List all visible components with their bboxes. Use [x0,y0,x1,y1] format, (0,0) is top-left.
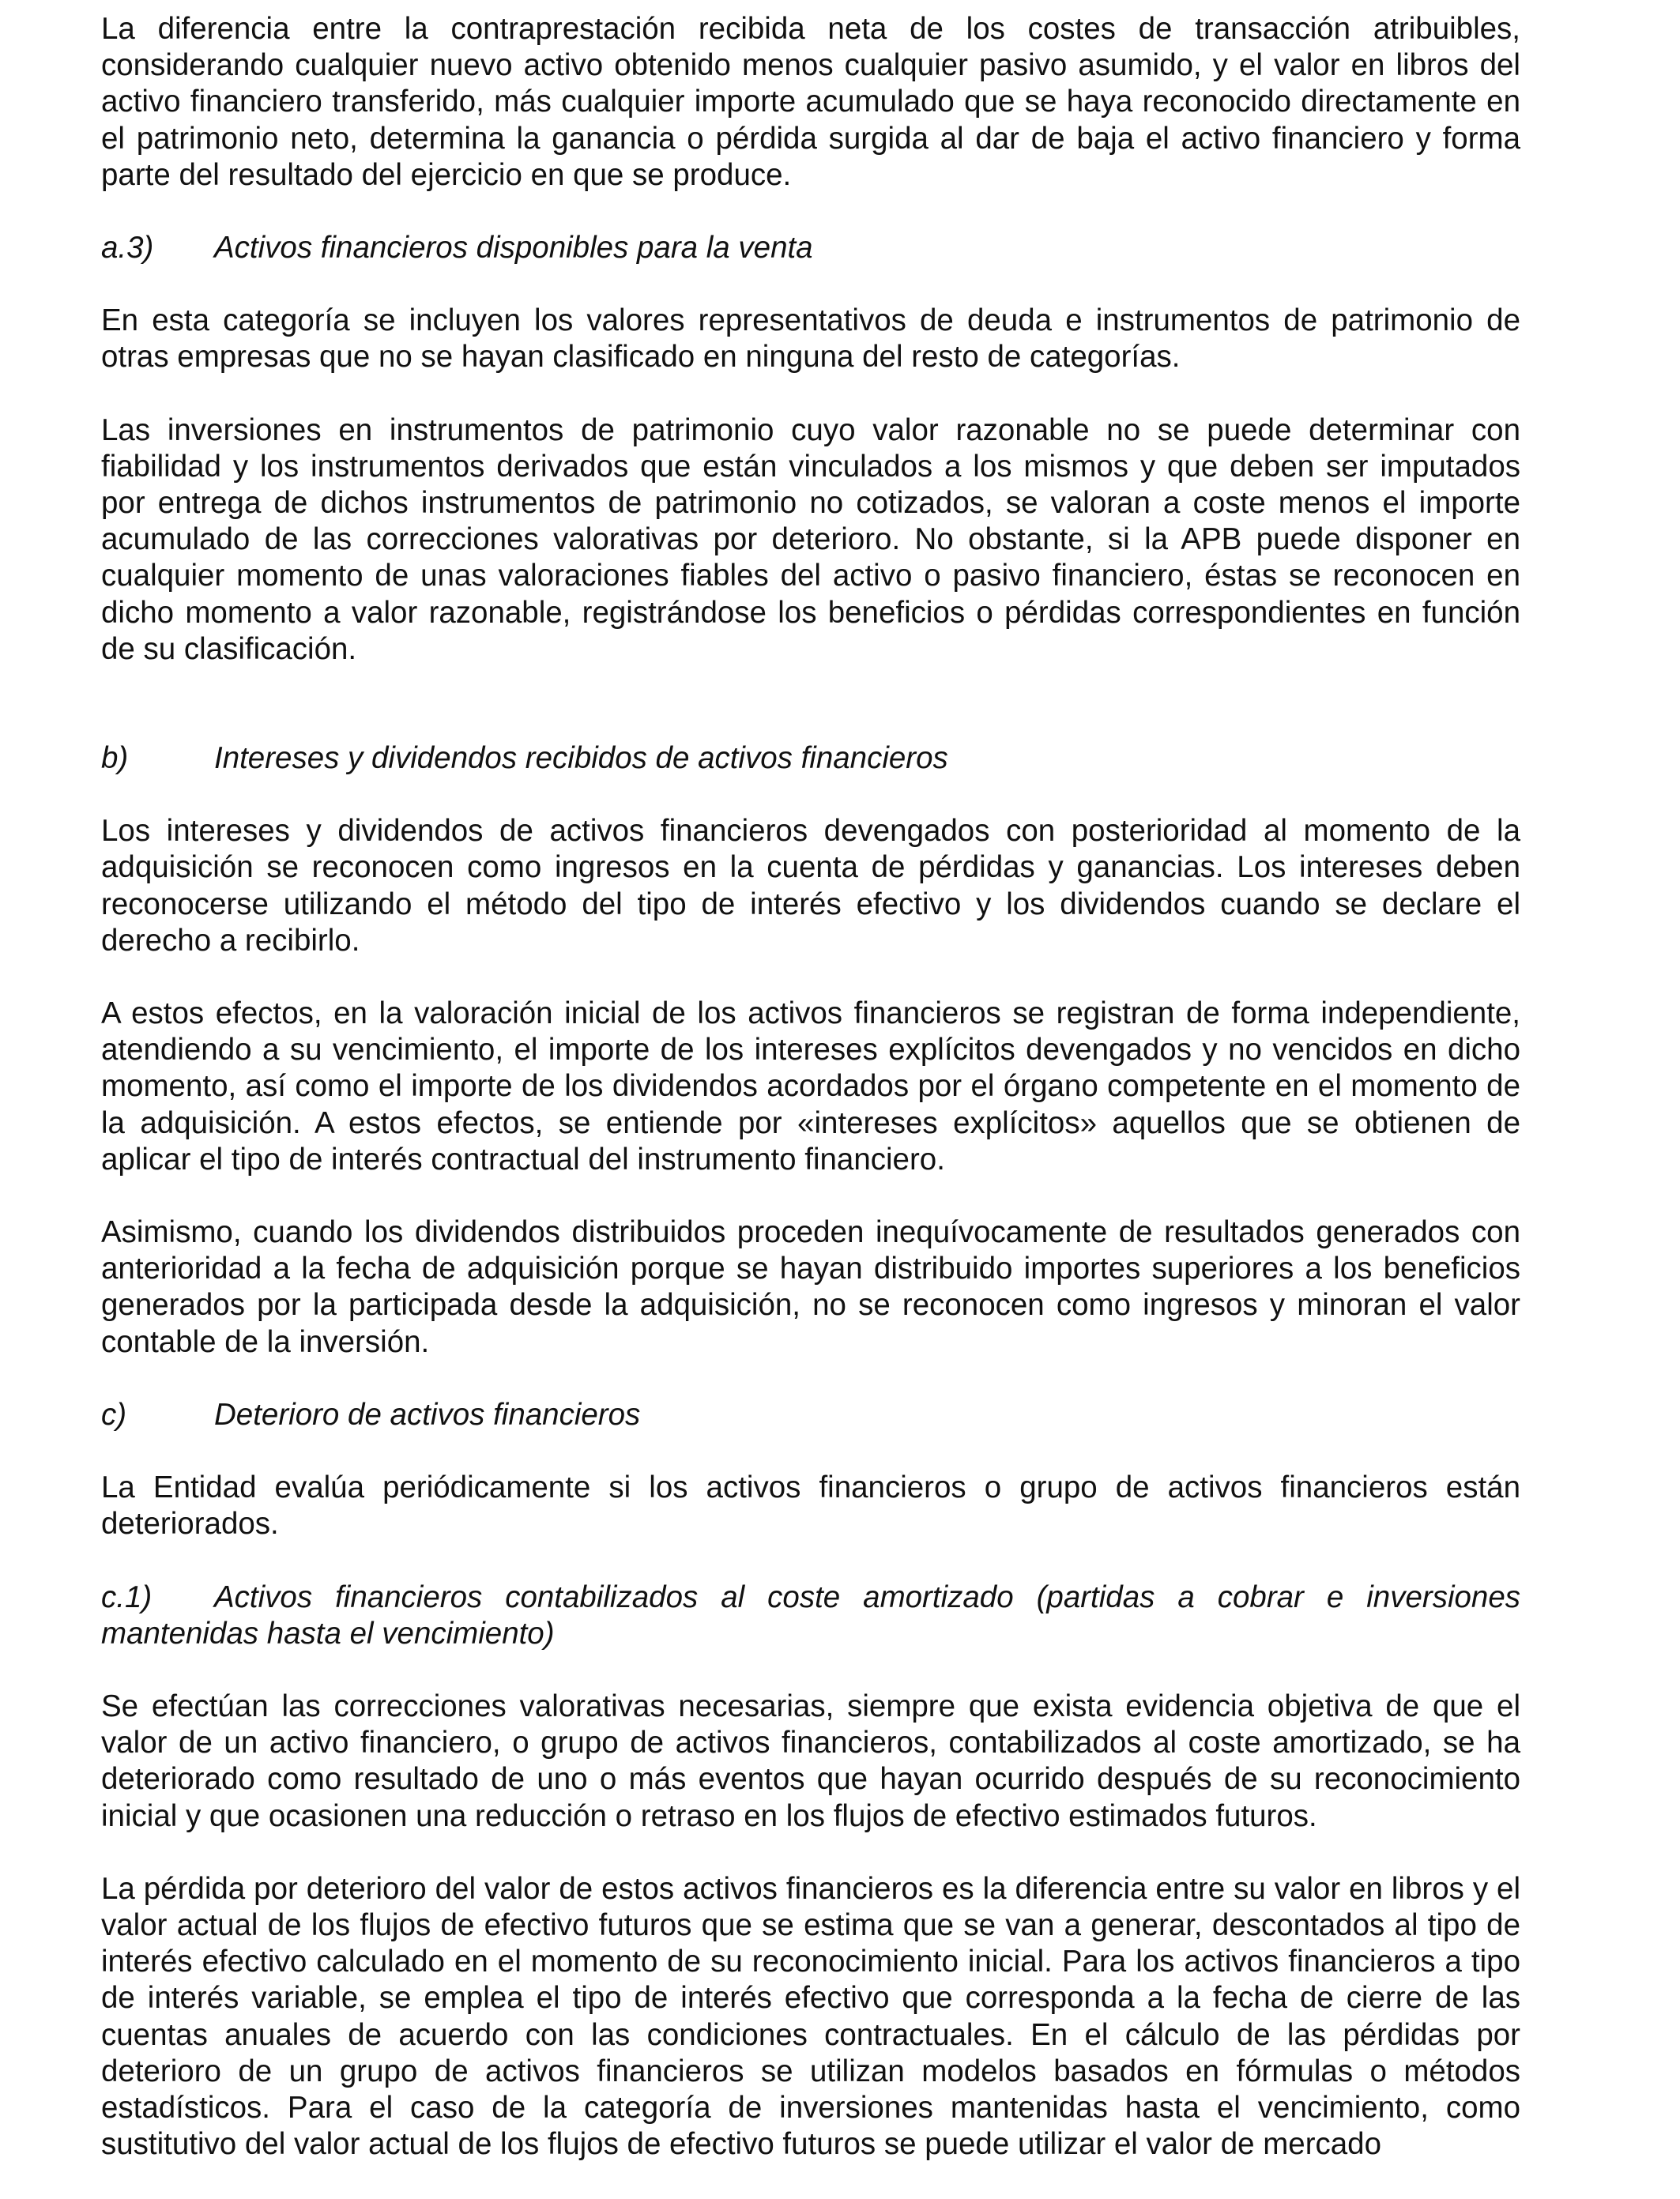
section-title: Activos financieros disponibles para la venta [214,231,813,265]
section-heading-c1 [101,1580,1520,1652]
paragraph-dividends-prior-results: Asimismo, cuando los dividendos distribuidos proceden inequívocamente de resultados generados con anterioridad a la fecha de adquisición porque se hayan distribuido importes superiores a los beneficios generados por la participada desde la adquisición, no se reconocen como ingresos y minoran el valor contable de la inversión. [101,1215,1520,1359]
section-heading-a3 [101,230,1520,266]
section-number: c) [101,1397,127,1432]
paragraph-impairment-loss-calculation: La pérdida por deterioro del valor de estos activos financieros es la diferencia entre su valor en libros y el valor actual de los flujos de efectivo futuros que se estima que se van a generar, descontados al tipo de interés efectivo calculado en el momento de su reconocimiento inicial. Para los activos financieros a tipo de interés variable, se emplea el tipo de interés efectivo que corresponda a la fecha de cierre de las cuentas anuales de acuerdo con las condiciones contractuales. En el cálculo de las pérdidas por deterioro de un grupo de activos financieros se utilizan modelos basados en fórmulas o métodos estadísticos. Para el caso de la categoría de inversiones mantenidas hasta el vencimiento, como sustitutivo del valor actual de los flujos de efectivo futuros se puede utilizar el valor de mercado [101,1871,1520,2162]
section-title: Intereses y dividendos recibidos de activos financieros [214,741,948,776]
section-number: b) [101,741,129,776]
document-page [101,11,1520,2199]
section-number: c.1) [101,1580,153,1614]
section-number: a.3) [101,231,154,265]
paragraph-equity-instruments-valuation: Las inversiones en instrumentos de patrimonio cuyo valor razonable no se puede determinar con fiabilidad y los instrumentos derivados que están vinculados a los mismos y que deben ser imputados por entrega de dichos instrumentos de patrimonio no cotizados, se valoran a coste menos el importe acumulado de las correcciones valorativas por deterioro. No obstante, si la APB puede disponer en cualquier momento de unas valoraciones fiables del activo o pasivo financiero, éstas se reconocen en dicho momento a valor razonable, registrándose los beneficios o pérdidas correspondientes en función de su clasificación. [101,412,1520,666]
section-title: Activos financieros contabilizados al coste amortizado (partidas a cobrar e inversiones mantenidas hasta el vencimiento) [101,1580,1520,1651]
section-heading-c [101,1397,1520,1433]
section-heading-b [101,740,1520,777]
paragraph-valuation-corrections: Se efectúan las correcciones valorativas necesarias, siempre que exista evidencia objetiva de que el valor de un activo financiero, o grupo de activos financieros, contabilizados al coste amortizado, se ha deteriorado como resultado de uno o más eventos que hayan ocurrido después de su reconocimiento inicial y que ocasionen una reducción o retraso en los flujos de efectivo estimados futuros. [101,1689,1520,1833]
section-title: Deterioro de activos financieros [214,1397,641,1432]
paragraph-available-for-sale-scope: En esta categoría se incluyen los valores representativos de deuda e instrumentos de patrimonio de otras empresas que no se hayan clasificado en ninguna del resto de categorías. [101,303,1520,375]
paragraph-initial-valuation-interest: A estos efectos, en la valoración inicial de los activos financieros se registran de forma independiente, atendiendo a su vencimiento, el importe de los intereses explícitos devengados y no vencidos en dicho momento, así como el importe de los dividendos acordados por el órgano competente en el momento de la adquisición. A estos efectos, se entiende por «intereses explícitos» aquellos que se obtienen de aplicar el tipo de interés contractual del instrumento financiero. [101,996,1520,1177]
paragraph-interest-dividends-recognition: Los intereses y dividendos de activos financieros devengados con posterioridad al momento de la adquisición se reconocen como ingresos en la cuenta de pérdidas y ganancias. Los intereses deben reconocerse utilizando el método del tipo de interés efectivo y los dividendos cuando se declare el derecho a recibirlo. [101,814,1520,958]
paragraph-derecognition-gain-loss: La diferencia entre la contraprestación recibida neta de los costes de transacción atribuibles, considerando cualquier nuevo activo obtenido menos cualquier pasivo asumido, y el valor en libros del activo financiero transferido, más cualquier importe acumulado que se haya reconocido directamente en el patrimonio neto, determina la ganancia o pérdida surgida al dar de baja el activo financiero y forma parte del resultado del ejercicio en que se produce. [101,12,1520,192]
paragraph-impairment-evaluation: La Entidad evalúa periódicamente si los activos financieros o grupo de activos financieros están deteriorados. [101,1470,1520,1542]
